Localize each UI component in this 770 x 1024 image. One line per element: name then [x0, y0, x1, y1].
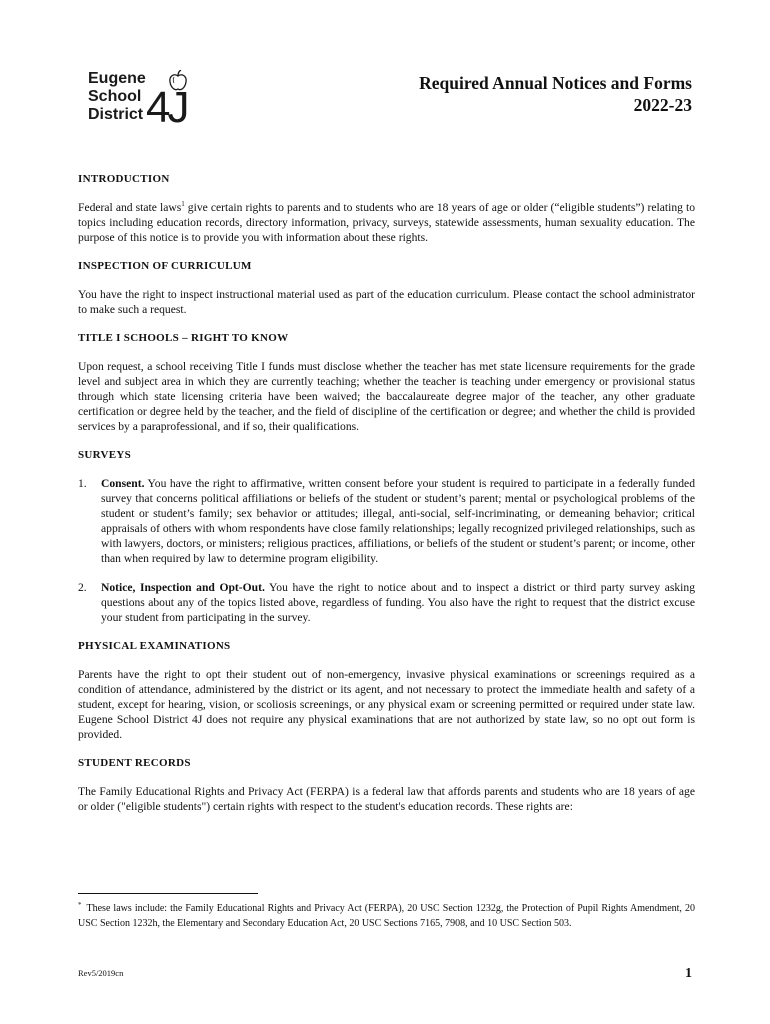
- apple-icon: [168, 70, 188, 92]
- list-number: 1.: [78, 477, 87, 490]
- records-paragraph: The Family Educational Rights and Privacy Act (FERPA) is a federal law that affords parents and students who are 18 years of age or older ("eligible students") certain rights with respect to the student's education records. These rights are:: [78, 785, 695, 813]
- document-body: [78, 172, 695, 828]
- footnote-mark: *: [78, 900, 82, 909]
- list-item: [78, 580, 695, 625]
- section-heading-introduction: INTRODUCTION: [78, 173, 170, 185]
- revision-code: Rev5/2019cn: [78, 968, 124, 978]
- title-i-paragraph: Upon request, a school receiving Title I funds must disclose whether the teacher has met state licensure requirements for the grade level and subject area in which they are currently teaching; whether the teacher is teaching under emergency or provisional status through which state licensing criteria have been waived; the baccalaureate degree major of the teacher, any other graduate certification or degree held by the teacher, and the field of discipline of the certification or degree; and whether the child is provided services by a paraprofessional, and if so, their qualifications.: [78, 360, 695, 433]
- title-text: Required Annual Notices and Forms: [419, 73, 692, 93]
- list-item: [78, 476, 695, 566]
- list-body: [101, 476, 695, 566]
- list-body: [101, 580, 695, 625]
- logo-wordmark: [88, 70, 146, 124]
- intro-text-start: Federal and state laws: [78, 201, 182, 214]
- list-text: You have the right to notice about and to inspect a district or third party survey asking questions about any of the topics listed above, regardless of funding. You also have the right to request that the district excuse your student from participating in the survey.: [101, 581, 695, 624]
- logo-line-2: School: [88, 88, 142, 105]
- section-heading-physical: PHYSICAL EXAMINATIONS: [78, 640, 231, 652]
- footnote: [78, 902, 695, 931]
- intro-text-end: give certain rights to parents and to students who are 18 years of age or older (“eligible students”) relating to topics including education records, directory information, privacy, surveys, statewide assessments, human sexuality education. The purpose of this notice is to provide you with information about these rights.: [78, 201, 695, 244]
- curriculum-paragraph: You have the right to inspect instructional material used as part of the education curriculum. Please contact the school administrator to make such a request.: [78, 288, 695, 316]
- section-heading-surveys: SURVEYS: [78, 449, 132, 461]
- document-title: [419, 72, 692, 116]
- district-logo: [88, 70, 188, 136]
- section-heading-title-i: TITLE I SCHOOLS – RIGHT TO KNOW: [78, 332, 289, 344]
- list-text: You have the right to affirmative, written consent before your student is required to participate in a federally funded survey that concerns political affiliations or beliefs of the student or student’s parent; mental or psychological problems of the student or student’s family; sex behavior or attitudes; illegal, anti-social, self-incriminating, or demeaning behavior; critical appraisals of others with whom respondents have close family relationships; legally recognized privileged relationships, such as with lawyers, doctors, or ministers; religious practices, affiliations, or beliefs of the student or student’s parent; or income, other than when required by law to determine program eligibility.: [101, 477, 695, 565]
- footnote-ref: 1: [181, 200, 185, 209]
- page-number: 1: [685, 966, 692, 981]
- logo-line-1: Eugene: [88, 70, 146, 87]
- section-heading-records: STUDENT RECORDS: [78, 757, 191, 769]
- footnote-text: These laws include: the Family Educational Rights and Privacy Act (FERPA), 20 USC Section 1232g, the Protection of Pupil Rights Amendment, 20 USC Section 1232h, the Elementary and Secondary Education Act, 20 USC Sections 7165, 7908, and 10 USC Section 503.: [78, 903, 695, 929]
- introduction-paragraph: [78, 200, 695, 245]
- footnote-divider: [78, 893, 258, 894]
- logo-4j-mark: 4J: [146, 83, 187, 132]
- title-year: 2022-23: [633, 95, 692, 115]
- list-lead: Consent.: [101, 477, 145, 490]
- section-heading-curriculum: INSPECTION OF CURRICULUM: [78, 260, 252, 272]
- list-number: 2.: [78, 581, 87, 594]
- logo-line-3: District: [88, 106, 144, 123]
- list-lead: Notice, Inspection and Opt-Out.: [101, 581, 265, 594]
- physical-paragraph: Parents have the right to opt their student out of non-emergency, invasive physical examinations or screenings required as a condition of attendance, administered by the district or its agent, and not necessary to protect the immediate health and safety of a student, except for hearing, vision, or scoliosis screenings, or any physical exam or screening permitted or required under state law. Eugene School District 4J does not require any physical examinations that are not authorized by state law, so no opt out form is provided.: [78, 668, 695, 741]
